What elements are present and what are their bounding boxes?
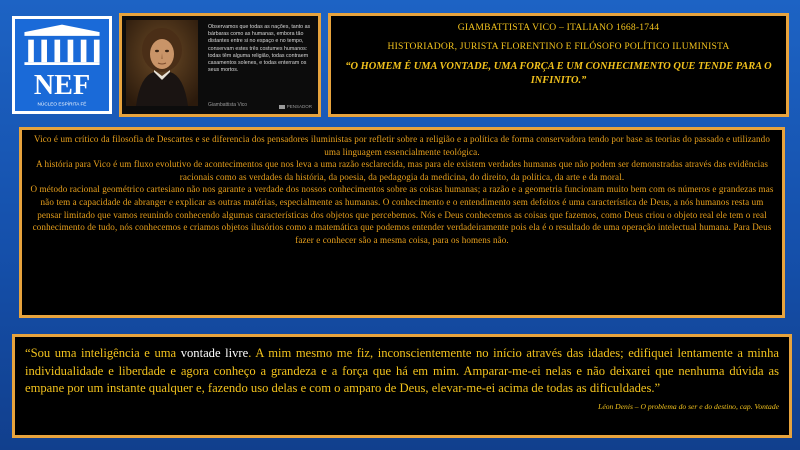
vico-portrait-card [119,13,321,117]
quote-source: Léon Denis – O problema do ser e do destino, cap. Vontade [598,401,779,411]
portrait-brand [279,104,312,109]
portrait-brand-label: PENSADOR [286,104,312,109]
vico-portrait-image [126,20,198,106]
biography-paragraph: A história para Vico é um fluxo evolutivo de acontecimentos que nos leva a uma razão esclarecida, mas para ele existem verdades humanas que não podem ser demonstradas através das evidências racionais como as verdades da história, da poesia, da pedagogia da medicina, do direito, da política, da arte e da moral. [35,159,769,182]
nef-logo-graphic [15,19,109,111]
biography-paragraph: O método racional geométrico cartesiano não nos garante a verdade dos nossos conhecimentos sobre as coisas humanas; a razão e a geometria funcionam muito bem com os números e grandezas mas não tem a capacidade de abranger e explicar as outras matérias, especialmente as humanas. O conhecimento e o entendimento sem defeitos é uma característica de Deus, a nós humanos resta um pensar limitado que vamos reunindo conhecendo algumas características dos objetos que percebemos. Nós e Deus conhecemos as coisas que fazemos, como Deus criou o objeto real ele tem o real conhecimento de tudo, nós conhecemos e criamos objetos ilusórios como a matemática que podemos entender verdadeiramente pois ela é o resultado de uma operação intelectual humana. Para Deus fazer e conhecer são a mesma coisa, para os homens não. [30,184,774,245]
quote-text-end: . A mim mesmo me fiz, inconscientemente no início através das idades; edifiquei lentamente a minha individualidade e liberdade e agora conheço a grandeza e a força que há em mim. Amparar-me-ei nelas e não deixarei que nenhuma dúvida as empane por um instante qualquer e, fazendo uso delas e com o amparo de Deus, elevar-me-ei acima de todas as dificuldades.” [25,346,779,396]
logo-letters: NEF [33,70,91,102]
quote-text-start: “Sou uma inteligência e uma [25,346,181,360]
nef-logo [12,16,112,114]
quote-panel [12,334,792,438]
header-panel [328,13,789,117]
denis-quote [25,345,779,398]
biography-panel [19,127,785,318]
pensador-icon [279,105,285,109]
header-motto: “O HOMEM É UMA VONTADE, UMA FORÇA E UM CONHECIMENTO QUE TENDE PARA O INFINITO.” [345,61,772,86]
portrait-quote: Observamos que todas as nações, tanto as bárbaras como as humanas, embora tão distantes entre si no espaço e no tempo, conservam estes três costumes humanos: todas têm alguma religião, todas contraem casamentos solenes, e todas enterram os seus mortos. [208,24,311,74]
quote-highlight: vontade livre [180,346,249,360]
header-name-line: GIAMBATTISTA VICO – ITALIANO 1668-1744 [457,22,660,33]
biography-paragraph: Vico é um crítico da filosofia de Descartes e se diferencia dos pensadores iluministas por refletir sobre a religião e a política de forma conservadora tendo por base as teorias do passado e utilizando uma linguagem essencialmente teológica. [34,134,770,157]
header-role-line: HISTORIADOR, JURISTA FLORENTINO E FILÓSOFO POLÍTICO ILUMINISTA [387,41,730,52]
logo-subtitle: NÚCLEO ESPÍRITA FÉ [37,101,87,107]
portrait-author: Giambattista Vico [208,102,248,108]
